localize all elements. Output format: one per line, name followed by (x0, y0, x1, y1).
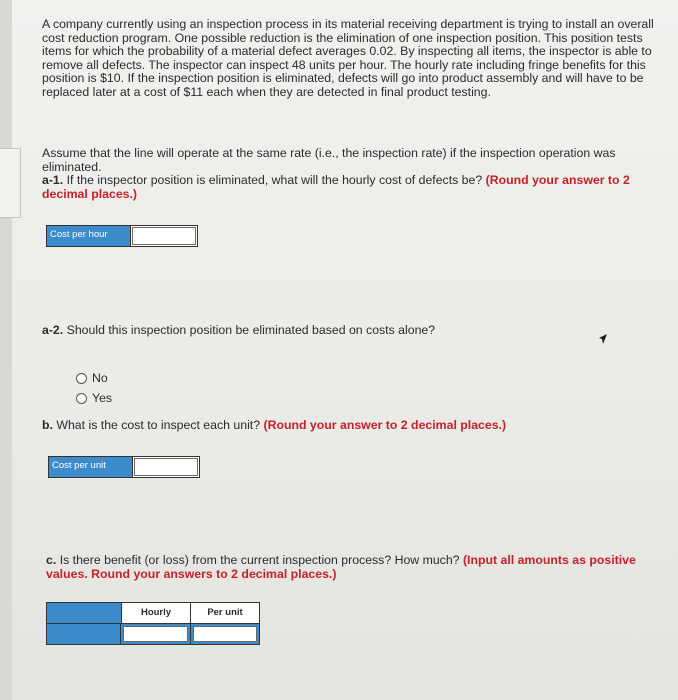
problem-intro (42, 18, 667, 100)
benefit-table-header (47, 603, 259, 624)
cost-per-unit-input[interactable] (134, 458, 198, 476)
mouse-cursor-icon (598, 333, 608, 345)
radio-label-no: No (92, 371, 108, 385)
b-label: b. (42, 418, 53, 432)
c-label: c. (46, 553, 57, 567)
radio-option-no[interactable] (76, 368, 112, 388)
cost-per-hour-row (46, 225, 198, 247)
col-per-unit: Per unit (207, 607, 243, 618)
cost-per-hour-label: Cost per hour (47, 226, 131, 246)
left-edge (0, 0, 12, 700)
a2-label: a-2. (42, 323, 64, 337)
radio-label-yes: Yes (92, 391, 113, 405)
benefit-row-label-cell[interactable] (47, 624, 121, 644)
c-question: Is there benefit (or loss) from the current inspection process? How much? (59, 553, 460, 567)
a1-instruction: (Round your answer to 2 decimal places.) (42, 173, 630, 201)
cost-per-hour-input[interactable] (132, 227, 196, 245)
radio-circle-yes[interactable] (76, 393, 87, 404)
radio-circle-no[interactable] (76, 373, 87, 384)
a2-question: Should this inspection position be eliminated based on costs alone? (66, 323, 436, 337)
question-a1-block (42, 147, 667, 201)
a2-radio-group (76, 368, 112, 408)
per-unit-input[interactable] (193, 626, 258, 642)
hourly-input[interactable] (123, 626, 188, 642)
a1-question: If the inspector position is eliminated, what will the hourly cost of defects be? (66, 173, 483, 188)
question-a1 (42, 174, 667, 201)
left-side-tab (0, 148, 21, 218)
b-question: What is the cost to inspect each unit? (56, 418, 261, 432)
question-b (42, 419, 642, 433)
assumption-text: Assume that the line will operate at the same rate (i.e., the inspection rate) if the inspection operation was eliminated. (42, 146, 616, 174)
radio-option-yes[interactable] (76, 388, 112, 408)
col-hourly: Hourly (122, 603, 191, 623)
benefit-table (46, 602, 260, 645)
problem-intro-text: A company currently using an inspection process in its material receiving department is trying to install an overall cost reduction program. One possible reduction is the elimination of one inspection position. This position tests items for which the probability of a material defect averages 0.02. By inspecting all items, the inspector is able to remove all defects. The inspector can inspect 48 units per hour. The hourly rate including fringe benefits for this position is $10. If the inspection position is eliminated, defects will go into product assembly and will have to be replaced later at a cost of $11 each when they are detected in final product testing. (42, 17, 654, 99)
benefit-row (47, 624, 259, 644)
header-blank-cell (47, 603, 122, 623)
cost-per-unit-label: Cost per unit (49, 457, 133, 477)
per-unit-cell (191, 624, 260, 644)
a1-label: a-1. (42, 173, 64, 188)
hourly-cell (121, 624, 191, 644)
question-c (46, 554, 656, 581)
question-a2 (42, 324, 642, 338)
c-instruction: (Input all amounts as positive values. Round your answers to 2 decimal places.) (46, 553, 636, 581)
b-instruction: (Round your answer to 2 decimal places.) (263, 418, 507, 432)
cost-per-unit-row (48, 456, 200, 478)
